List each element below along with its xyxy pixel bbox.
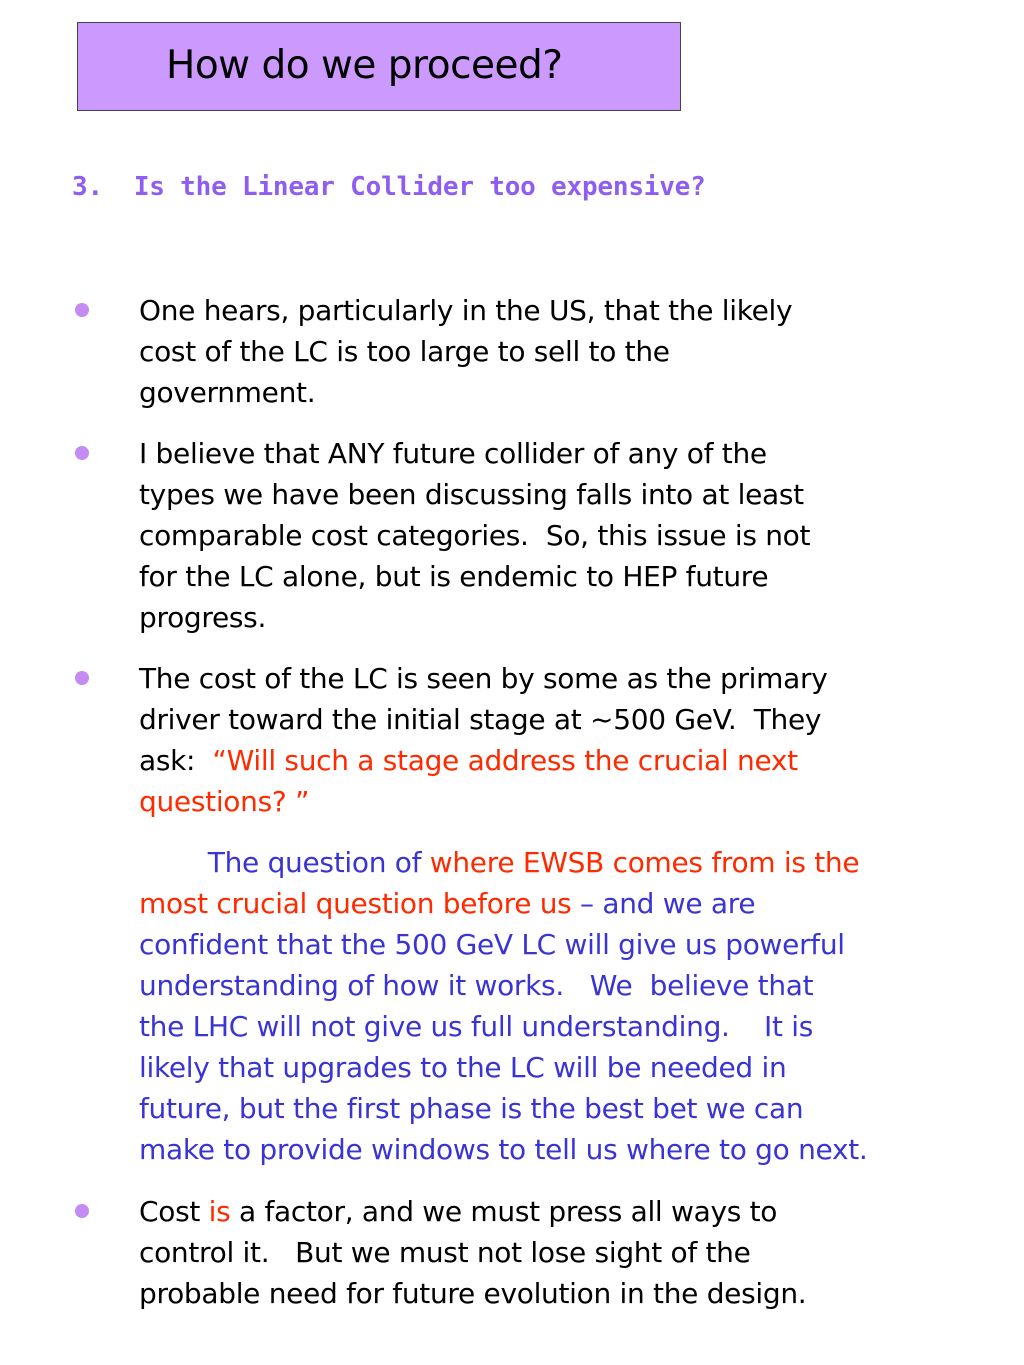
text-line: government. — [139, 376, 316, 409]
text-line: future, but the first phase is the best bet we can — [139, 1092, 804, 1125]
text-segment: Cost — [139, 1195, 209, 1228]
emphasis-segment: where EWSB comes from is the — [429, 846, 860, 879]
text-segment: a factor, and we must press all ways to — [230, 1195, 778, 1228]
text-line: progress. — [139, 601, 267, 634]
text-line: understanding of how it works. We believe that — [139, 969, 814, 1002]
section-heading: 3. Is the Linear Collider too expensive? — [72, 172, 706, 202]
text-line: probable need for future evolution in the design. — [139, 1277, 807, 1310]
emphasis-segment: most crucial question before us — [139, 887, 572, 920]
text-line: comparable cost categories. So, this issue is not — [139, 519, 811, 552]
text-segment: The question of — [139, 846, 430, 879]
title-box — [77, 22, 681, 111]
text-line: types we have been discussing falls into at least — [139, 478, 804, 511]
slide-title: How do we proceed? — [166, 43, 563, 88]
text-line: The cost of the LC is seen by some as the primary — [139, 662, 828, 695]
bullet-text-1 — [139, 290, 977, 413]
bullet-dot-icon — [75, 303, 89, 317]
emphasis-word: is — [208, 1195, 231, 1228]
bullet-text-3 — [139, 658, 977, 822]
text-line: make to provide windows to tell us where to go next. — [139, 1133, 868, 1166]
text-line: ask: — [139, 744, 213, 777]
bullet-text-4 — [139, 1191, 977, 1314]
text-line: for the LC alone, but is endemic to HEP future — [139, 560, 769, 593]
text-line: control it. But we must not lose sight of the — [139, 1236, 751, 1269]
bullet-text-2 — [139, 433, 977, 638]
text-line: One hears, particularly in the US, that the likely — [139, 294, 793, 327]
text-line: cost of the LC is too large to sell to the — [139, 335, 670, 368]
text-segment: – and we are — [571, 887, 756, 920]
text-line: driver toward the initial stage at ~500 GeV. They — [139, 703, 822, 736]
bullet-dot-icon — [75, 671, 89, 685]
bullet-dot-icon — [75, 1204, 89, 1218]
text-line: confident that the 500 GeV LC will give us powerful — [139, 928, 845, 961]
text-line: the LHC will not give us full understanding. It is — [139, 1010, 814, 1043]
text-line: likely that upgrades to the LC will be needed in — [139, 1051, 787, 1084]
quoted-question-end: questions? ” — [139, 785, 310, 818]
indented-paragraph — [139, 842, 977, 1170]
bullet-dot-icon — [75, 446, 89, 460]
quoted-question: “Will such a stage address the crucial next — [212, 744, 798, 777]
text-line: I believe that ANY future collider of any of the — [139, 437, 767, 470]
